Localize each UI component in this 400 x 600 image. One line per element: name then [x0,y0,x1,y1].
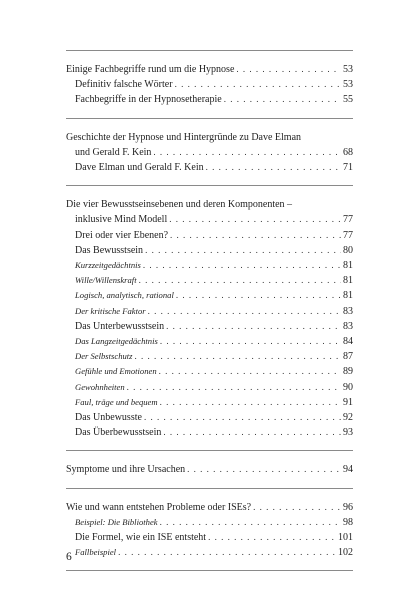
page-number: 6 [66,551,72,563]
toc-entry[interactable] [66,530,353,545]
toc-entry-title: Drei oder vier Ebenen? [75,229,169,241]
section-divider [66,118,353,119]
toc-entry-title: inklusive Mind Modell [75,214,168,226]
section-divider [66,50,353,51]
toc-entry-page: 53 [343,79,353,91]
dot-leader [187,462,341,477]
toc-entry-page: 96 [343,501,353,513]
toc-entry[interactable] [66,258,353,273]
dot-leader [176,288,341,303]
toc-entry-page: 83 [343,320,353,332]
toc-entry[interactable] [66,243,353,258]
dot-leader [145,243,341,258]
toc-entry-page: 83 [343,305,353,317]
toc-entry-title: Fallbeispiel [75,547,117,558]
toc-entry-page: 71 [343,162,353,174]
toc-entry[interactable] [66,334,353,349]
toc-entry-title: Die Formel, wie ein ISE entsteht [75,532,207,544]
toc-entry[interactable] [66,273,353,288]
toc-entry-title: Das Langzeitgedächtnis [75,336,158,347]
table-of-contents [66,50,353,571]
toc-entry-page: 93 [343,427,353,439]
dot-leader [159,364,341,379]
toc-entry-title: Das Überbewusstsein [75,427,162,439]
toc-entry[interactable] [66,500,353,515]
toc-entry-title: Gefühle und Emotionen [75,366,157,377]
toc-entry-title: Fachbegriffe in der Hypnosetherapie [75,94,222,106]
dot-leader [236,62,341,77]
toc-section [66,62,353,108]
section-spacer [66,478,353,488]
toc-entry-title: Kurzzeitgedächtnis [75,260,141,271]
section-spacer [66,440,353,450]
toc-entry-page: 84 [343,336,353,348]
toc-entry[interactable] [66,212,353,227]
dot-leader [166,319,341,334]
toc-entry[interactable] [66,410,353,425]
toc-entry-title: Wie und wann entstehen Probleme oder ISEs? [66,501,252,513]
toc-entry-page: 68 [343,146,353,158]
dot-leader [148,304,341,319]
section-divider [66,488,353,489]
toc-section-heading: Geschichte der Hypnose und Hintergründe zu Dave Elman [66,131,302,143]
toc-entry[interactable] [66,160,353,175]
dot-leader [170,228,341,243]
toc-entry-page: 55 [343,94,353,106]
toc-entry-page: 98 [343,516,353,528]
dot-leader [163,425,341,440]
toc-entry[interactable] [66,304,353,319]
toc-section [66,197,353,440]
dot-leader [135,349,341,364]
toc-entry-title: Das Unterbewusstsein [75,320,165,332]
toc-entry[interactable] [66,62,353,77]
toc-entry-page: 90 [343,381,353,393]
toc-entry[interactable] [66,545,353,560]
dot-leader [143,258,341,273]
toc-entry-title: Der kritische Faktor [75,305,146,316]
section-divider [66,570,353,571]
dot-leader [160,515,341,530]
section-spacer [66,175,353,185]
dot-leader [160,334,341,349]
toc-entry-title: Wille/Willenskraft [75,275,137,286]
toc-entry-title: Der Selbstschutz [75,351,133,362]
toc-entry-title: Logisch, analytisch, rational [75,290,174,301]
dot-leader [118,545,336,560]
toc-entry-title: und Gerald F. Kein [75,146,152,158]
section-divider [66,450,353,451]
toc-entry-page: 94 [343,464,353,476]
dot-leader [139,273,341,288]
toc-entry[interactable] [66,228,353,243]
section-divider [66,185,353,186]
toc-entry-title: Das Unbewusste [75,412,142,424]
toc-entry-page: 92 [343,412,353,424]
dot-leader [160,395,341,410]
dot-leader [208,530,336,545]
toc-entry[interactable] [66,364,353,379]
toc-entry[interactable] [66,349,353,364]
toc-entry-page: 53 [343,64,353,75]
toc-entry-title: Symptome und ihre Ursachen [66,464,186,476]
dot-leader [127,380,341,395]
toc-entry-title: Gewohnheiten [75,381,125,392]
toc-entry-title: Beispiel: Die Bibliothek [75,516,158,527]
toc-entry-page: 101 [338,532,353,544]
toc-entry[interactable] [66,515,353,530]
toc-entry-page: 77 [343,214,353,226]
toc-entry-page: 80 [343,244,353,256]
dot-leader [169,212,341,227]
toc-entry-page: 81 [343,260,353,272]
toc-entry-title: Definitiv falsche Wörter [75,79,173,91]
toc-entry[interactable] [66,395,353,410]
dot-leader [224,92,341,107]
toc-section [66,462,353,477]
toc-entry[interactable] [66,92,353,107]
section-spacer [66,108,353,118]
toc-entry-title: Das Bewusstsein [75,244,144,256]
toc-entry[interactable] [66,288,353,303]
toc-entry-title: Dave Elman und Gerald F. Kein [75,162,204,174]
toc-entry[interactable] [66,380,353,395]
dot-leader [153,145,341,160]
toc-entry[interactable] [66,319,353,334]
dot-leader [253,500,341,515]
toc-entry-title: Faul, träge und bequem [75,396,158,407]
dot-leader [206,160,341,175]
toc-section [66,130,353,176]
toc-entry-page: 102 [338,547,353,559]
toc-entry-page: 81 [343,275,353,287]
toc-entry[interactable] [66,462,353,477]
toc-entry-title: Einige Fachbegriffe rund um die Hypnose [66,64,235,75]
toc-entry-page: 89 [343,366,353,378]
toc-entry-page: 77 [343,229,353,241]
dot-leader [175,77,341,92]
toc-entry[interactable] [66,145,353,160]
toc-section-heading: Die vier Bewusstseinsebenen und deren Komponenten – [66,199,293,211]
dot-leader [144,410,341,425]
toc-entry-page: 91 [343,396,353,408]
toc-section [66,500,353,561]
toc-entry-page: 87 [343,351,353,363]
toc-entry-page: 81 [343,290,353,302]
toc-entry[interactable] [66,77,353,92]
toc-entry[interactable] [66,425,353,440]
